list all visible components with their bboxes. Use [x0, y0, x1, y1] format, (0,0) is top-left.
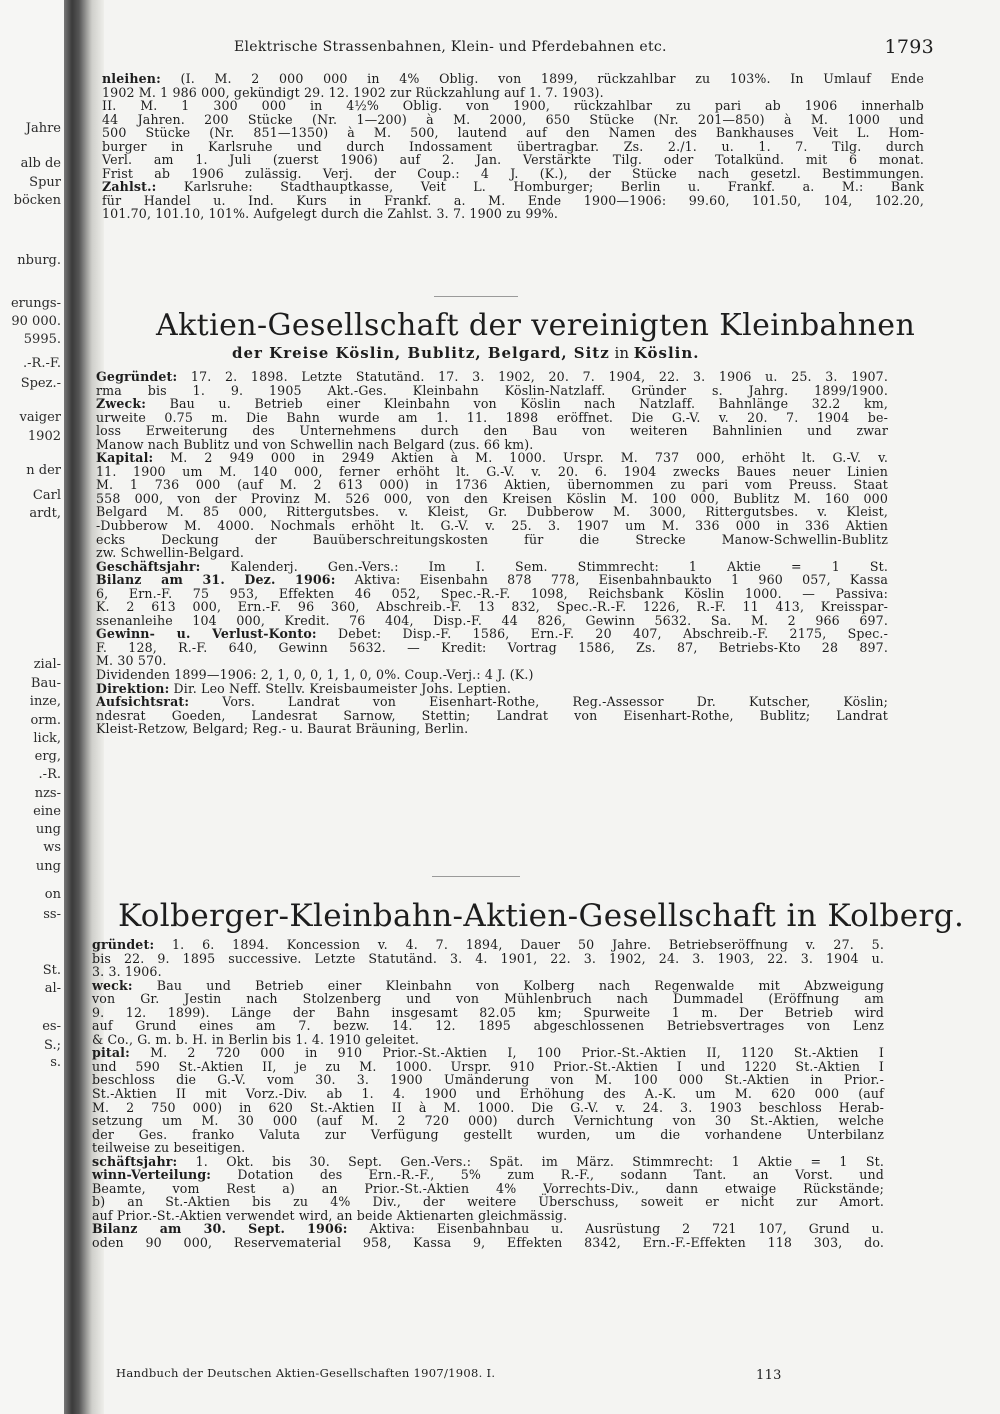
prev-page-fragment: erungs- — [10, 296, 61, 311]
text-line: ecks Deckung der Bauüberschreitungskosten für die Strecke Manow-Schwellin-Bublitz — [96, 531, 888, 547]
separator-rule — [434, 296, 518, 297]
line-label: nleihen: — [102, 71, 161, 86]
line-label: schäftsjahr: — [92, 1153, 178, 1169]
section-title-kolberg: Kolberger-Kleinbahn-Aktien-Gesellschaft in Kolberg. — [118, 898, 965, 934]
text-line: teilweise zu beseitigen. — [92, 1140, 246, 1156]
text-line: Belgard M. 85 000, Rittergutsbes. v. Kleist, Gr. Dubberow M. 3000, Rittergutsbes. v. Kleist, — [96, 504, 888, 520]
prev-page-fragment: .-R.-F. — [23, 356, 61, 371]
text-line: burger in Karlsruhe und durch Indossament übertragbar. Zs. 2./1. u. 1. 7. Tilg. durch — [102, 138, 924, 154]
prev-page-fragment: Spur — [29, 175, 61, 190]
text-line: 500 Stücke (Nr. 851—1350) à M. 500, lautend auf den Namen des Bankhauses Veit L. Hom- — [102, 125, 924, 141]
line-label: Gewinn- u. Verlust-Konto: — [96, 626, 317, 642]
prev-page-fragment: .-R. — [38, 767, 61, 782]
footer-publication: Handbuch der Deutschen Aktien-Gesellschaften 1907/1908. I. — [116, 1366, 496, 1380]
text-line: schäftsjahr: 1. Okt. bis 30. Sept. Gen.-Vers.: Spät. im März. Stimmrecht: 1 Aktie = 1 St. — [92, 1153, 884, 1169]
section-title-koeslin: Aktien-Gesellschaft der vereinigten Kleinbahnen — [156, 308, 916, 343]
text-line: Geschäftsjahr: Kalenderj. Gen.-Vers.: Im I. Sem. Stimmrecht: 1 Aktie = 1 St. — [96, 558, 888, 574]
text-line: von Gr. Jestin nach Stolzenberg und von Mühlenbruch nach Dummadel (Eröffnung am — [92, 991, 884, 1007]
text-line: 101.70, 101.10, 101%. Aufgelegt durch die Zahlst. 3. 7. 1900 zu 99%. — [102, 206, 559, 222]
text-line: M. 30 570. — [96, 653, 167, 669]
prev-page-fragment: es- — [42, 1019, 61, 1034]
bond-paragraph — [102, 72, 924, 221]
text-line: Verl. am 1. Juli (zuerst 1906) auf 2. Jan. Verstärkte Tilg. oder Totalkünd. mit 6 monat. — [102, 152, 924, 168]
prev-page-fragment: ardt, — [29, 506, 61, 521]
section-body-koeslin — [96, 370, 888, 736]
text-line: Zweck: Bau u. Betrieb einer Kleinbahn von Köslin nach Natzlaff. Bahnlänge 32.2 km, — [96, 396, 888, 412]
text-line: und 590 St.-Aktien II, je zu M. 1000. Urspr. 910 Prior.-St.-Aktien I und 1220 St.-Aktien I — [92, 1058, 884, 1074]
prev-page-fragment: orm. — [30, 713, 61, 728]
text-line: 44 Jahren. 200 Stücke (Nr. 1—200) à M. 2000, 650 Stücke (Nr. 201—850) à M. 1000 und — [102, 111, 924, 127]
prev-page-fragment: Spez.- — [20, 376, 61, 391]
text-line: Dividenden 1899—1906: 2, 1, 0, 0, 1, 1, 0, 0%. Coup.-Verj.: 4 J. (K.) — [96, 667, 534, 683]
prev-page-fragment: ung — [35, 822, 61, 837]
text-line: Beamte, vom Rest a) an Prior.-St.-Aktien 4% Vorrechts-Div., dann etwaige Rückstände; — [92, 1180, 884, 1196]
prev-page-fragment: on — [44, 887, 61, 902]
line-label: gründet: — [92, 937, 155, 952]
prev-page-fragment: nburg. — [17, 253, 61, 268]
text-line: Gegründet: 17. 2. 1898. Letzte Statutänd. 17. 3. 1902, 20. 7. 1904, 22. 3. 1906 u. 25. 3. 1907. — [96, 369, 888, 384]
prev-page-fragment: inze, — [29, 694, 61, 709]
text-line: bis 22. 9. 1895 successive. Letzte Statutänd. 3. 4. 1901, 22. 3. 1902, 24. 3. 1903, 22. 3. 1904 u. — [92, 950, 884, 966]
book-page — [92, 0, 1000, 1414]
text-line: M. 2 750 000) in 620 St.-Aktien II à M. 1000. Die G.-V. v. 24. 3. 1903 beschloss Herab- — [92, 1099, 884, 1115]
text-line: pital: M. 2 720 000 in 910 Prior.-St.-Aktien I, 100 Prior.-St.-Aktien II, 1120 St.-Aktien I — [92, 1045, 884, 1061]
line-label: Bilanz am 31. Dez. 1906: — [96, 572, 336, 588]
text-line: beschloss die G.-V. vom 30. 3. 1900 Umänderung von M. 100 000 St.-Aktien in Prior.- — [92, 1072, 884, 1088]
prev-page-fragment: erg, — [34, 749, 61, 764]
text-line: Bilanz am 30. Sept. 1906: Aktiva: Eisenbahnbau u. Ausrüstung 2 721 107, Grund u. — [92, 1221, 884, 1237]
text-line: gründet: 1. 6. 1894. Koncession v. 4. 7. 1894, Dauer 50 Jahre. Betriebseröffnung v. 27. 5. — [92, 937, 884, 952]
prev-page-fragment: n der — [26, 463, 61, 478]
prev-page-fragment: vaiger — [19, 410, 61, 425]
subtitle-city: Köslin. — [633, 344, 700, 362]
prev-page-fragment: zial- — [33, 657, 61, 672]
text-line: für Handel u. Ind. Kurs in Frankf. a. M. Ende 1900—1906: 99.60, 101.50, 104, 102.20, — [102, 192, 924, 208]
text-line: oden 90 000, Reservematerial 958, Kassa 9, Effekten 8342, Ern.-F.-Effekten 118 303, do. — [92, 1235, 884, 1251]
prev-page-fragment: ss- — [43, 907, 61, 922]
section-body-kolberg — [92, 938, 884, 1250]
text-line: Bilanz am 31. Dez. 1906: Aktiva: Eisenbahn 878 778, Eisenbahnbaukto 1 960 057, Kassa — [96, 572, 889, 588]
line-label: Bilanz am 30. Sept. 1906: — [92, 1221, 348, 1237]
prev-page-fragment: nzs- — [34, 786, 61, 801]
text-line: ssenanleihe 104 000, Kredit. 76 404, Disp.-F. 44 826, Gewinn 5632. Sa. M. 2 966 697. — [96, 612, 888, 628]
text-line: loss Erweiterung des Unternehmens durch den Bau von weiteren Bahnlinien und zwar — [96, 423, 888, 439]
text-line: Aufsichtsrat: Vors. Landrat von Eisenhart-Rothe, Reg.-Assessor Dr. Kutscher, Köslin; — [96, 694, 888, 710]
text-line: Kleist-Retzow, Belgard; Reg.- u. Baurat Bräuning, Berlin. — [96, 721, 469, 737]
prev-page-fragment: 1902 — [27, 429, 61, 444]
text-line: & Co., G. m. b. H. in Berlin bis 1. 4. 1910 geleitet. — [92, 1031, 420, 1047]
prev-page-fragment: 90 000. — [11, 314, 61, 329]
line-label: Aufsichtsrat: — [96, 694, 190, 710]
prev-page-fragment: St. — [42, 963, 61, 978]
page-number: 1793 — [884, 36, 934, 58]
line-label: weck: — [92, 977, 133, 993]
subtitle-in: in — [614, 344, 630, 362]
prev-page-fragment: ung — [35, 859, 61, 874]
text-line: Zahlst.: Karlsruhe: Stadthauptkasse, Veit L. Homburger; Berlin u. Frankf. a. M.: Bank — [102, 179, 924, 195]
footer-signature-number: 113 — [756, 1368, 782, 1383]
separator-rule-2 — [432, 876, 520, 877]
text-line: Kapital: M. 2 949 000 in 2949 Aktien à M. 1000. Urspr. M. 737 000, erhöht lt. G.-V. v. — [96, 450, 888, 466]
text-line: weck: Bau und Betrieb einer Kleinbahn von Kolberg nach Regenwalde mit Abzweigung — [92, 977, 884, 993]
line-label: winn-Verteilung: — [92, 1167, 212, 1183]
text-line: zw. Schwellin-Belgard. — [96, 545, 245, 561]
text-line: auf Prior.-St.-Aktien verwendet wird, an beide Aktienarten gleichmässig. — [92, 1207, 568, 1223]
text-line: 558 000, von der Provinz M. 526 000, von den Kreisen Köslin M. 100 000, Bublitz M. 160 000 — [96, 490, 888, 506]
text-line: b) an St.-Aktien bis zu 4% Div., der weitere Überschuss, soweit er nicht zur Amort. — [92, 1194, 884, 1210]
line-label: Zweck: — [96, 396, 146, 412]
text-line: St.-Aktien II mit Vorz.-Div. ab 1. 4. 1900 und Erhöhung des A.-K. um M. 620 000 (auf — [92, 1086, 884, 1102]
text-line: 6, Ern.-F. 75 953, Effekten 46 052, Spec.-R.-F. 1098, Reichsbank Köslin 1000. — Passiva: — [96, 585, 888, 601]
text-line: II. M. 1 300 000 in 4½% Oblig. von 1900, rückzahlbar zu pari ab 1906 innerhalb — [102, 98, 924, 114]
text-line: winn-Verteilung: Dotation des Ern.-R.-F., 5% zum R.-F., sodann Tant. an Vorst. und — [92, 1167, 884, 1183]
line-label: Kapital: — [96, 450, 154, 466]
text-line: -Dubberow M. 4000. Nochmals erhöht lt. G.-V. v. 25. 3. 1907 um M. 336 000 in 336 Aktien — [96, 518, 888, 534]
text-line: nleihen: (I. M. 2 000 000 in 4% Oblig. von 1899, rückzahlbar zu 103%. In Umlauf Ende — [102, 71, 924, 86]
prev-page-fragment: s. — [50, 1055, 61, 1070]
text-line: 9. 12. 1899). Länge der Bahn insgesamt 82.05 km; Spurweite 1 m. Der Betrieb wird — [92, 1004, 884, 1020]
running-header-title: Elektrische Strassenbahnen, Klein- und Pferdebahnen etc. — [234, 39, 667, 55]
section-subtitle-koeslin — [232, 344, 699, 362]
text-line: ndesrat Goeden, Landesrat Sarnow, Stettin; Landrat von Eisenhart-Rothe, Bublitz; Landrat — [96, 707, 888, 723]
prev-page-fragment: lick, — [33, 731, 61, 746]
text-line: Frist ab 1906 zulässig. Verj. der Coup.: 4 J. (K.), der Stücke nach gesetzl. Bestimmungen. — [102, 165, 924, 181]
prev-page-fragment: alb de — [20, 156, 61, 171]
subtitle-districts: der Kreise Köslin, Bublitz, Belgard, Sitz — [232, 344, 610, 362]
text-line: F. 128, R.-F. 640, Gewinn 5632. — Kredit: Vortrag 1586, Zs. 87, Betriebs-Kto 28 897. — [96, 639, 888, 655]
text-line: 11. 1900 um M. 140 000, ferner erhöht lt. G.-V. v. 20. 6. 1904 zwecks Baues neuer Linien — [96, 463, 888, 479]
running-header — [234, 36, 934, 59]
prev-page-fragment: ws — [43, 840, 61, 855]
text-line: K. 2 613 000, Ern.-F. 96 360, Abschreib.-F. 13 832, Spec.-R.-F. 1226, R.-F. 11 413, Kreisspar- — [96, 599, 888, 615]
text-line: 1902 M. 1 986 000, gekündigt 29. 12. 1902 zur Rückzahlung auf 1. 7. 1903). — [102, 84, 604, 100]
prev-page-fragment: S.; — [44, 1038, 61, 1053]
text-line: setzung um M. 30 000 (auf M. 2 720 000) durch Vernichtung von 30 St.-Aktien, welche — [92, 1113, 884, 1129]
prev-page-fragment: al- — [44, 981, 61, 996]
line-label: pital: — [92, 1045, 130, 1061]
line-label: Geschäftsjahr: — [96, 558, 201, 574]
text-line: urweite 0.75 m. Die Bahn wurde am 1. 11. 1898 eröffnet. Die G.-V. v. 20. 7. 1904 be- — [96, 409, 888, 425]
text-line: Direktion: Dir. Leo Neff. Stellv. Kreisbaumeister Johs. Leptien. — [96, 680, 512, 696]
prev-page-fragment: Bau- — [30, 676, 61, 691]
prev-page-fragment: 5995. — [23, 332, 61, 347]
text-line: M. 1 736 000 (auf M. 2 613 000) in 1736 Aktien, übernommen zu pari vom Preuss. Staat — [96, 477, 888, 493]
text-line: auf Grund eines am 7. bezw. 14. 12. 1895 abgeschlossenen Betriebsvertrages von Lenz — [92, 1018, 884, 1034]
prev-page-fragment: böcken — [13, 193, 61, 208]
prev-page-fragment: eine — [33, 804, 61, 819]
previous-page-margin — [0, 0, 64, 1414]
line-label: Gegründet: — [96, 369, 178, 384]
text-line: Manow nach Bublitz und von Schwellin nach Belgard (zus. 66 km). — [96, 436, 534, 452]
line-label: Zahlst.: — [102, 179, 157, 195]
prev-page-fragment: Jahre — [25, 121, 61, 136]
text-line: der Ges. franko Valuta zur Verfügung gestellt wurden, um die vorhandene Unterbilanz — [92, 1126, 884, 1142]
line-label: Direktion: — [96, 680, 170, 696]
text-line: Gewinn- u. Verlust-Konto: Debet: Disp.-F. 1586, Ern.-F. 20 407, Abschreib.-F. 2175, Spec.- — [96, 626, 888, 642]
text-line: 3. 3. 1906. — [92, 964, 162, 980]
text-line: rma bis 1. 9. 1905 Akt.-Ges. Kleinbahn Köslin-Natzlaff. Gründer s. Jahrg. 1899/1900. — [96, 382, 888, 398]
prev-page-fragment: Carl — [32, 488, 61, 503]
